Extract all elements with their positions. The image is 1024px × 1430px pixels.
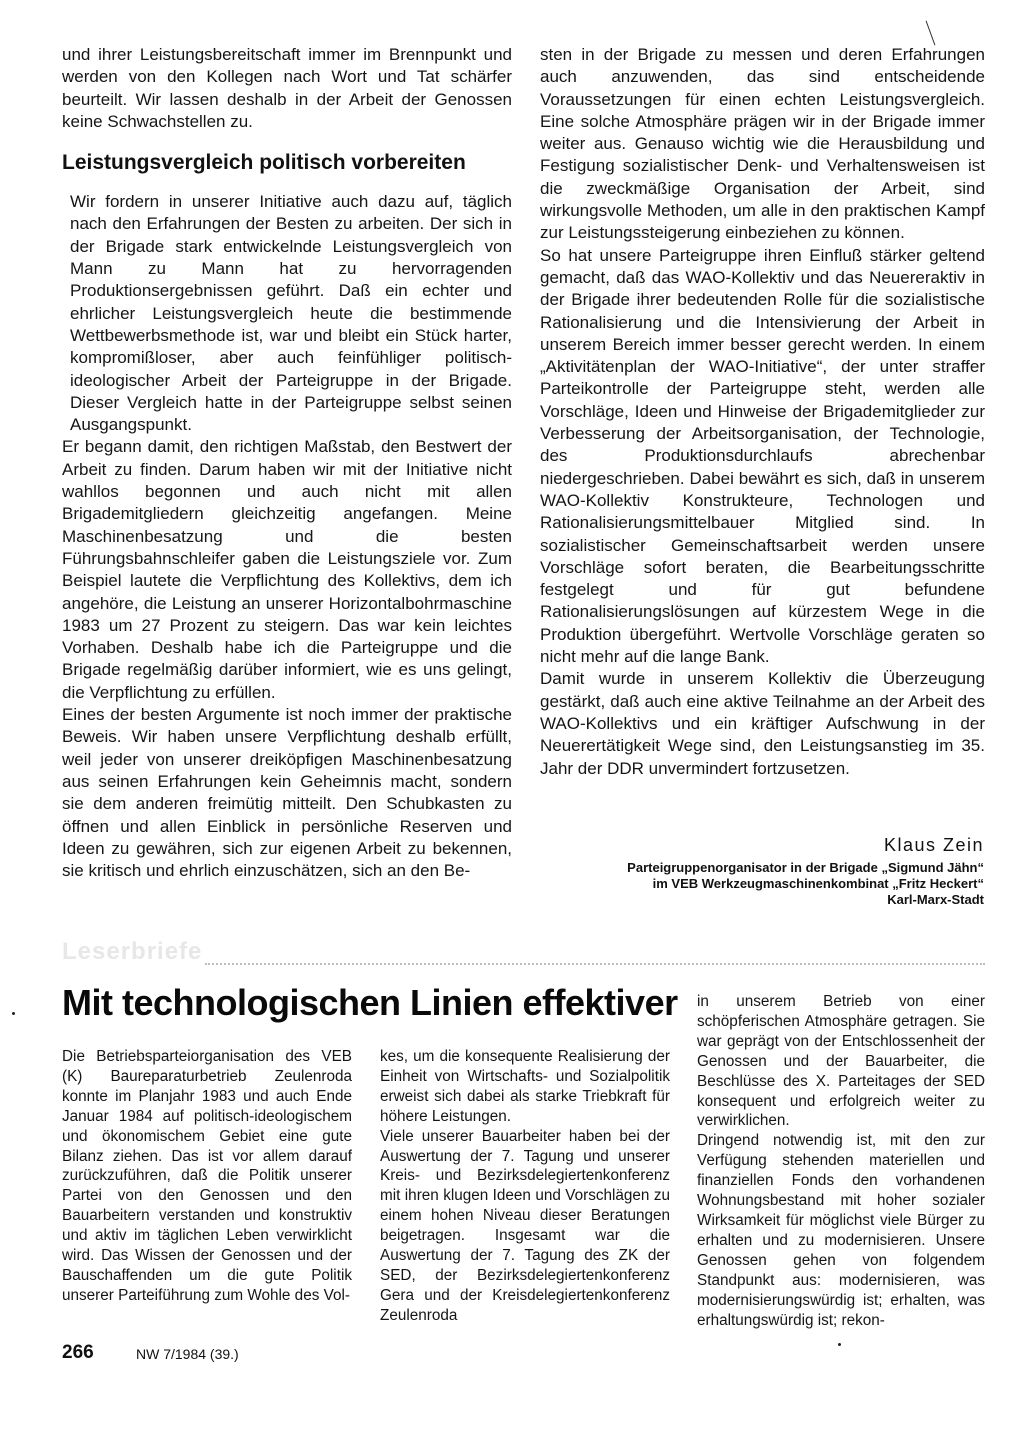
article1-intro-paragraph: und ihrer Leistungsbereitschaft immer im Brennpunkt und werden von den Kollegen nach Wort und Tat schärfer beurteilt. Wir lassen deshalb in der Arbeit der Genossen keine Schwachstellen zu.	[62, 45, 512, 131]
article1-paragraph: So hat unsere Parteigruppe ihren Einfluß stärker geltend gemacht, daß das WAO-Kollektiv und das Neuereraktiv in der Brigade ihrer bedeutenden Rolle für die sozialistische Rationalisierung und die Intensivierung der Arbeit in unserem Bereich immer besser gerecht werden. In einem „Aktivitätenplan der WAO-Initiative“, der unter straffer Parteikontrolle der Parteigruppe steht, werden alle Vorschläge, Ideen und Hinweise der Brigademitglieder zur Verbesserung der Arbeitsorganisation, der Technologie, des Produktionsdurchlaufs abrechenbar niedergeschrieben. Dabei bewährt es sich, daß in unserem WAO-Kollektiv Konstrukteure, Technologen und Rationalisierungsmittelbauer Mitglied sind. In sozialistischer Gemeinschaftsarbeit werden unsere Vorschläge sofort beraten, die Bearbeitungsschritte festgelegt und für gut befundene Rationalisierungslösungen auf kürzestem Wege in die Produktion übergeführt. Wertvolle Vorschläge geraten so nicht mehr auf die lange Bank.	[540, 245, 985, 667]
article1-paragraph: Eines der besten Argumente ist noch immer der praktische Beweis. Wir haben unsere Verpflichtung deshalb erfüllt, weil jeder von unserer dreiköpfigen Maschinenbesatzung aus seinen Erfahrungen kein Geheimnis macht, sondern sie dem anderen freimütig mitteilt. Den Schubkasten zu öffnen und allen Einblick in persönliche Reserven und Ideen zu gewähren, sich zur eigenen Arbeit zu bekennen, sie kritisch und ehrlich einzuschätzen, sich an den Be-	[62, 705, 512, 881]
section-divider	[205, 963, 985, 965]
article2-paragraph: kes, um die konsequente Realisierung der Einheit von Wirtschafts- und Sozialpolitik erweist sich dabei als starke Triebkraft für höhere Leistungen.	[380, 1048, 670, 1125]
page-number: 266	[62, 1342, 94, 1363]
article1-paragraph: Er begann damit, den richtigen Maßstab, den Bestwert der Arbeit zu finden. Darum haben wir mit der Initiative nicht wahllos begonnen und auch nicht mit allen Brigademitgliedern gleichzeitig angefangen. Meine Maschinenbesatzung und die besten Führungsbahnschleifer gaben die Leistungsziele vor. Zum Beispiel lautete die Verpflichtung des Kollektivs, dem ich angehöre, die Leistung an unserer Horizontalbohrmaschine 1983 um 27 Prozent zu steigern. Das war kein leichtes Vorhaben. Deshalb habe ich die Parteigruppe und die Brigade regelmäßig darüber informiert, wie es uns gelingt, die Verpflichtung zu erfüllen.	[62, 437, 512, 702]
article2-column-1	[62, 1047, 352, 1325]
scan-speck	[838, 1343, 841, 1346]
author-name: Klaus Zein	[883, 835, 984, 855]
article1-column-1	[62, 44, 512, 924]
article1-subheading: Leistungsvergleich politisch vorbereiten	[62, 151, 466, 175]
article1-column-2	[540, 44, 985, 834]
article1-paragraph: Wir fordern in unserer Initiative auch dazu auf, täglich nach den Erfahrungen der Besten zu arbeiten. Der sich in der Brigade stark entwickelnde Leistungsvergleich von Mann zu Mann hat zu hervorragenden Produktionsergebnissen geführt. Daß ein echter und ehrlicher Leistungsvergleich heute die bestimmende Wettbewerbsmethode ist, war und bleibt ein Stück harter, kompromißloser, aber auch feinfühliger politisch-ideologischer Arbeit der Parteigruppe in der Brigade. Dieser Vergleich hatte in der Parteigruppe selbst seinen Ausgangspunkt.	[70, 192, 512, 435]
author-affiliation	[564, 860, 984, 908]
affiliation-line: Karl-Marx-Stadt	[887, 892, 984, 907]
article2-paragraph: Dringend notwendig ist, mit den zur Verfügung stehenden materiellen und finanziellen Fonds den vorhandenen Wohnungsbestand mit hoher sozialer Wirksamkeit für möglichst viele Bürger zu erhalten und zu modernisieren. Unsere Genossen gehen von folgendem Standpunkt aus: modernisieren, was modernisierungswürdig ist; erhalten, was erhaltungswürdig ist; rekon-	[697, 1132, 985, 1329]
scan-speck	[12, 1012, 15, 1015]
article2-column-2	[380, 1047, 670, 1325]
scan-mark	[926, 21, 936, 46]
affiliation-line: im VEB Werkzeugmaschinenkombinat „Fritz Heckert“	[652, 876, 984, 891]
article2-paragraph: Die Betriebsparteiorganisation des VEB (K) Baureparaturbetrieb Zeulenroda konnte im Planjahr 1983 und auch Ende Januar 1984 auf politisch-ideologischem und ökonomischem Gebiet eine gute Bilanz ziehen. Das ist vor allem darauf zurückzuführen, daß die Politik unserer Partei von den Genossen und den Bauarbeitern verstanden und konstruktiv und aktiv im täglichen Leben verwirklicht wird. Das Wissen der Genossen und der Bauschaffenden um die gute Politik unserer Parteiführung zum Wohle des Vol-	[62, 1048, 352, 1304]
article2-paragraph: Viele unserer Bauarbeiter haben bei der Auswertung der 7. Tagung und unserer Kreis- und Bezirksdelegiertenkonferenz mit ihren klugen Ideen und Vorschlägen zu einem hohen Niveau dieser Beratungen beigetragen. Insgesamt war die Auswertung der 7. Tagung des ZK der SED, der Bezirksdelegiertenkonferenz Gera und der Kreisdelegiertenkonferenz Zeulenroda	[380, 1127, 670, 1324]
article2-column-3	[697, 992, 985, 1330]
issue-reference: NW 7/1984 (39.)	[136, 1346, 239, 1362]
section-label: Leserbriefe	[62, 938, 203, 965]
article2-headline: Mit technologischen Linien effektiver	[62, 982, 678, 1023]
article2-paragraph: in unserem Betrieb von einer schöpferischen Atmosphäre getragen. Sie war geprägt von der Entschlossenheit der Genossen und der Bauarbeiter, die Beschlüsse des X. Parteitages der SED konsequent und erfolgreich weiter zu verwirklichen.	[697, 993, 985, 1130]
article1-paragraph: sten in der Brigade zu messen und deren Erfahrungen auch anzuwenden, das sind entscheidende Voraussetzungen für einen echten Leistungsvergleich. Eine solche Atmosphäre prägen wir in der Brigade immer weiter aus. Genauso wichtig wie die Herausbildung und Festigung sozialistischer Denk- und Verhaltensweisen ist die zweckmäßige Organisation der Arbeit, sind wirkungsvolle Methoden, um alle in den praktischen Kampf zur Leistungssteigerung einbeziehen zu können.	[540, 45, 985, 243]
article1-paragraph: Damit wurde in unserem Kollektiv die Überzeugung gestärkt, daß auch eine aktive Teilnahme an der Arbeit des WAO-Kollektivs und ein kräftiger Aufschwung in der Neuerertätigkeit Wege sind, den Leistungsanstieg im 35. Jahr der DDR unvermindert fortzusetzen.	[540, 669, 985, 778]
affiliation-line: Parteigruppenorganisator in der Brigade „Sigmund Jähn“	[627, 860, 984, 875]
